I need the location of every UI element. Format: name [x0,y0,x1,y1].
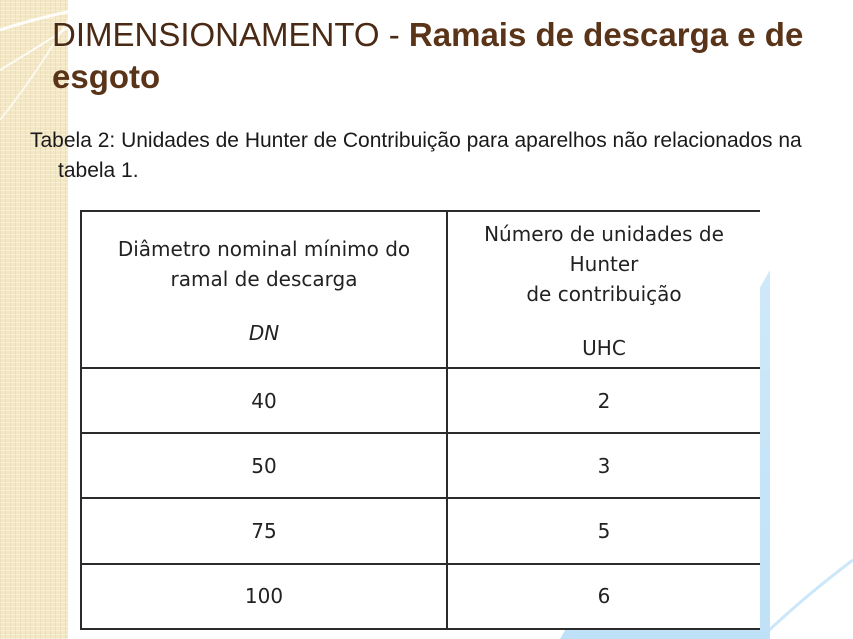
header-dn-line1: Diâmetro nominal mínimo do [117,236,411,261]
cell-uhc: 6 [447,564,760,629]
header-uhc-line2: de contribuição [526,281,682,306]
title-main: Ramais de descarga e de esgoto [52,16,804,95]
header-uhc-line1: Número de unidades de Hunter [484,221,724,276]
table-header-row [81,211,760,368]
header-dn-line2: ramal de descarga [170,266,358,291]
cell-dn: 40 [81,368,447,433]
header-dn [81,211,447,368]
cell-uhc: 2 [447,368,760,433]
title-prefix: DIMENSIONAMENTO - [52,16,409,53]
table-caption: Tabela 2: Unidades de Hunter de Contribuição para aparelhos não relacionados na tabela 1. [30,129,802,182]
uhc-table [80,210,760,630]
table-row [81,498,760,563]
table-row [81,564,760,629]
header-uhc [447,211,760,368]
table-row [81,368,760,433]
header-uhc-unit: UHC [582,335,626,360]
cell-dn: 75 [81,498,447,563]
slide-title [52,14,842,98]
cell-dn: 50 [81,433,447,498]
header-dn-unit: DN [248,320,280,345]
table-row [81,433,760,498]
cell-uhc: 5 [447,498,760,563]
cell-uhc: 3 [447,433,760,498]
cell-dn: 100 [81,564,447,629]
uhc-table-container [80,210,760,630]
